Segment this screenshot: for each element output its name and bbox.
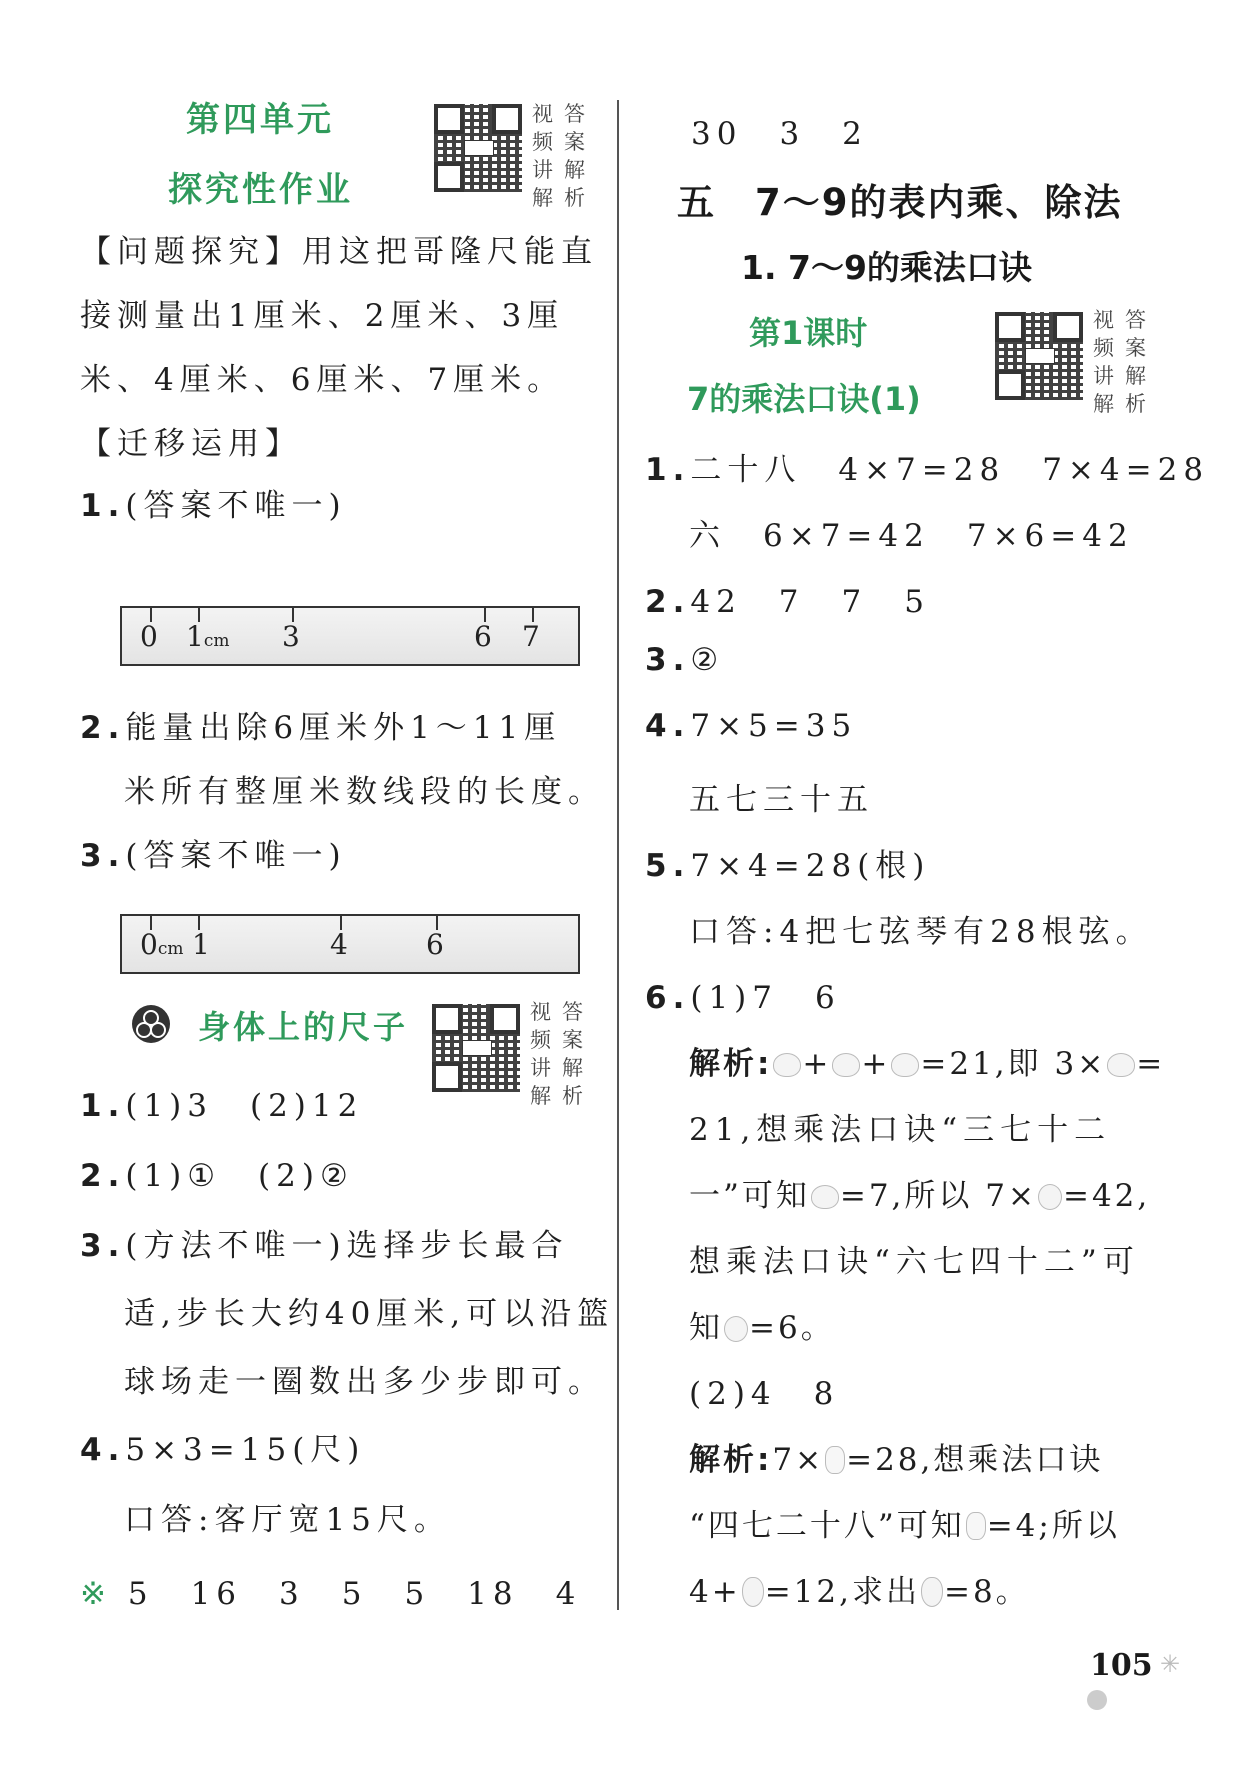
analysis-1-line-5: 知 =6。	[689, 1310, 835, 1346]
column-divider	[617, 100, 619, 1610]
pineapple-icon	[825, 1446, 845, 1474]
clover-badge-icon	[132, 1005, 170, 1043]
qr-label-video: 视 频 讲 解	[1093, 308, 1114, 416]
analysis-1-line-3: 一”可知 =7,所以 7× =42,	[689, 1178, 1151, 1214]
fruit-icon	[773, 1053, 801, 1077]
body-question-2: 2.(1)① (2)②	[80, 1158, 354, 1194]
fruit-icon	[1107, 1053, 1135, 1077]
analysis-1-line-4: 想乘法口诀“六七四十二”可	[689, 1244, 1140, 1280]
ruler1-label-3: 3	[282, 620, 300, 653]
fruit-icon	[832, 1053, 860, 1077]
ruler2-label-0: 0cm	[140, 928, 184, 961]
section-title: 探究性作业	[168, 170, 353, 210]
ruler2-label-6: 6	[426, 928, 444, 961]
qr-label-answer: 答 案 解 析	[564, 102, 585, 210]
body-ruler-title: 身体上的尺子	[198, 1008, 409, 1046]
star-icon: ✳	[1160, 1650, 1181, 1678]
answer-2: 2.42 7 7 5	[645, 584, 930, 620]
qr-code-icon[interactable]	[995, 312, 1083, 400]
pear-icon	[742, 1577, 764, 1607]
qr-label-video: 视 频 讲 解	[532, 102, 553, 210]
extra-mark: ※	[80, 1576, 112, 1612]
transfer-heading: 【迁移运用】	[80, 426, 302, 462]
question-1: 1.(答案不唯一)	[80, 488, 347, 524]
body-question-4-line-1: 4.5×3=15(尺)	[80, 1432, 366, 1468]
analysis-2-line-1: 解析:7× =28,想乘法口诀	[689, 1442, 1104, 1478]
question-3: 3.(答案不唯一)	[80, 838, 347, 874]
fruit-icon	[891, 1053, 919, 1077]
ruler1-label-0: 0	[140, 620, 158, 653]
pineapple-icon	[966, 1512, 986, 1540]
analysis-1-line-2: 21,想乘法口诀“三七十二	[689, 1112, 1112, 1148]
ruler2-label-1: 1	[192, 928, 210, 961]
unit-title: 第四单元	[186, 100, 334, 140]
chapter-title: 五 7～9的表内乘、除法	[677, 181, 1123, 224]
problem-line-2: 接测量出1厘米、2厘米、3厘	[80, 298, 565, 334]
body-question-3-line-1: 3.(方法不唯一)选择步长最合	[80, 1228, 569, 1264]
question-2-line-1: 2.能量出除6厘米外1～11厘	[80, 710, 562, 746]
answer-3: 3.②	[645, 642, 725, 678]
answer-4-line-2: 五七三十五	[689, 782, 874, 818]
golomb-ruler-1	[120, 606, 580, 666]
answer-4-line-1: 4.7×5=35	[645, 708, 858, 744]
qr-code-icon[interactable]	[432, 1004, 520, 1092]
extra-answers: ※ 5 16 3 5 5 18 4	[80, 1576, 582, 1612]
pear-icon	[921, 1577, 943, 1607]
answer-5-line-1: 5.7×4=28(根)	[645, 848, 931, 884]
analysis-1-line-1: 解析: + + =21,即 3× =	[689, 1046, 1166, 1082]
ruler1-label-1: 1cm	[186, 620, 230, 653]
answer-6-part-1: 6.(1)7 6	[645, 980, 841, 1016]
qr-label-video: 视 频 讲 解	[530, 1000, 551, 1108]
carry-over-answers: 30 3 2	[691, 116, 868, 152]
ruler1-label-7: 7	[522, 620, 540, 653]
body-question-1: 1.(1)3 (2)12	[80, 1088, 364, 1124]
problem-line-3: 米、4厘米、6厘米、7厘米。	[80, 362, 565, 398]
apple-icon	[724, 1316, 748, 1342]
ruler2-label-4: 4	[330, 928, 348, 961]
body-question-4-line-2: 口答:客厅宽15尺。	[124, 1502, 451, 1538]
dot-decoration	[1087, 1690, 1107, 1710]
answer-1-line-1: 1.二十八 4×7=28 7×4=28	[645, 452, 1210, 488]
page-number: 105	[1090, 1648, 1153, 1683]
golomb-ruler-2	[120, 914, 580, 974]
apple-icon	[1038, 1184, 1062, 1210]
body-question-3-line-2: 适,步长大约40厘米,可以沿篮	[124, 1296, 615, 1332]
answer-6-part-2: (2)4 8	[689, 1376, 840, 1412]
section-heading: 1. 7～9的乘法口诀	[741, 248, 1032, 287]
question-2-line-2: 米所有整厘米数线段的长度。	[124, 774, 605, 810]
qr-label-answer: 答 案 解 析	[562, 1000, 583, 1108]
lesson-title: 第1课时	[749, 314, 868, 352]
qr-code-icon[interactable]	[434, 104, 522, 192]
body-question-3-line-3: 球场走一圈数出多少步即可。	[124, 1364, 605, 1400]
answer-1-line-2: 六 6×7=42 7×6=42	[689, 518, 1134, 554]
lesson-subtitle: 7的乘法口诀(1)	[687, 380, 921, 418]
fruit-icon	[811, 1185, 839, 1209]
qr-label-answer: 答 案 解 析	[1125, 308, 1146, 416]
answer-5-line-2: 口答:4把七弦琴有28根弦。	[689, 914, 1153, 950]
analysis-2-line-3: 4+ =12,求出 =8。	[689, 1574, 1030, 1610]
ruler1-label-6: 6	[474, 620, 492, 653]
problem-line-1: 【问题探究】用这把哥隆尺能直	[80, 234, 598, 270]
analysis-2-line-2: “四七二十八”可知 =4;所以	[689, 1508, 1120, 1544]
